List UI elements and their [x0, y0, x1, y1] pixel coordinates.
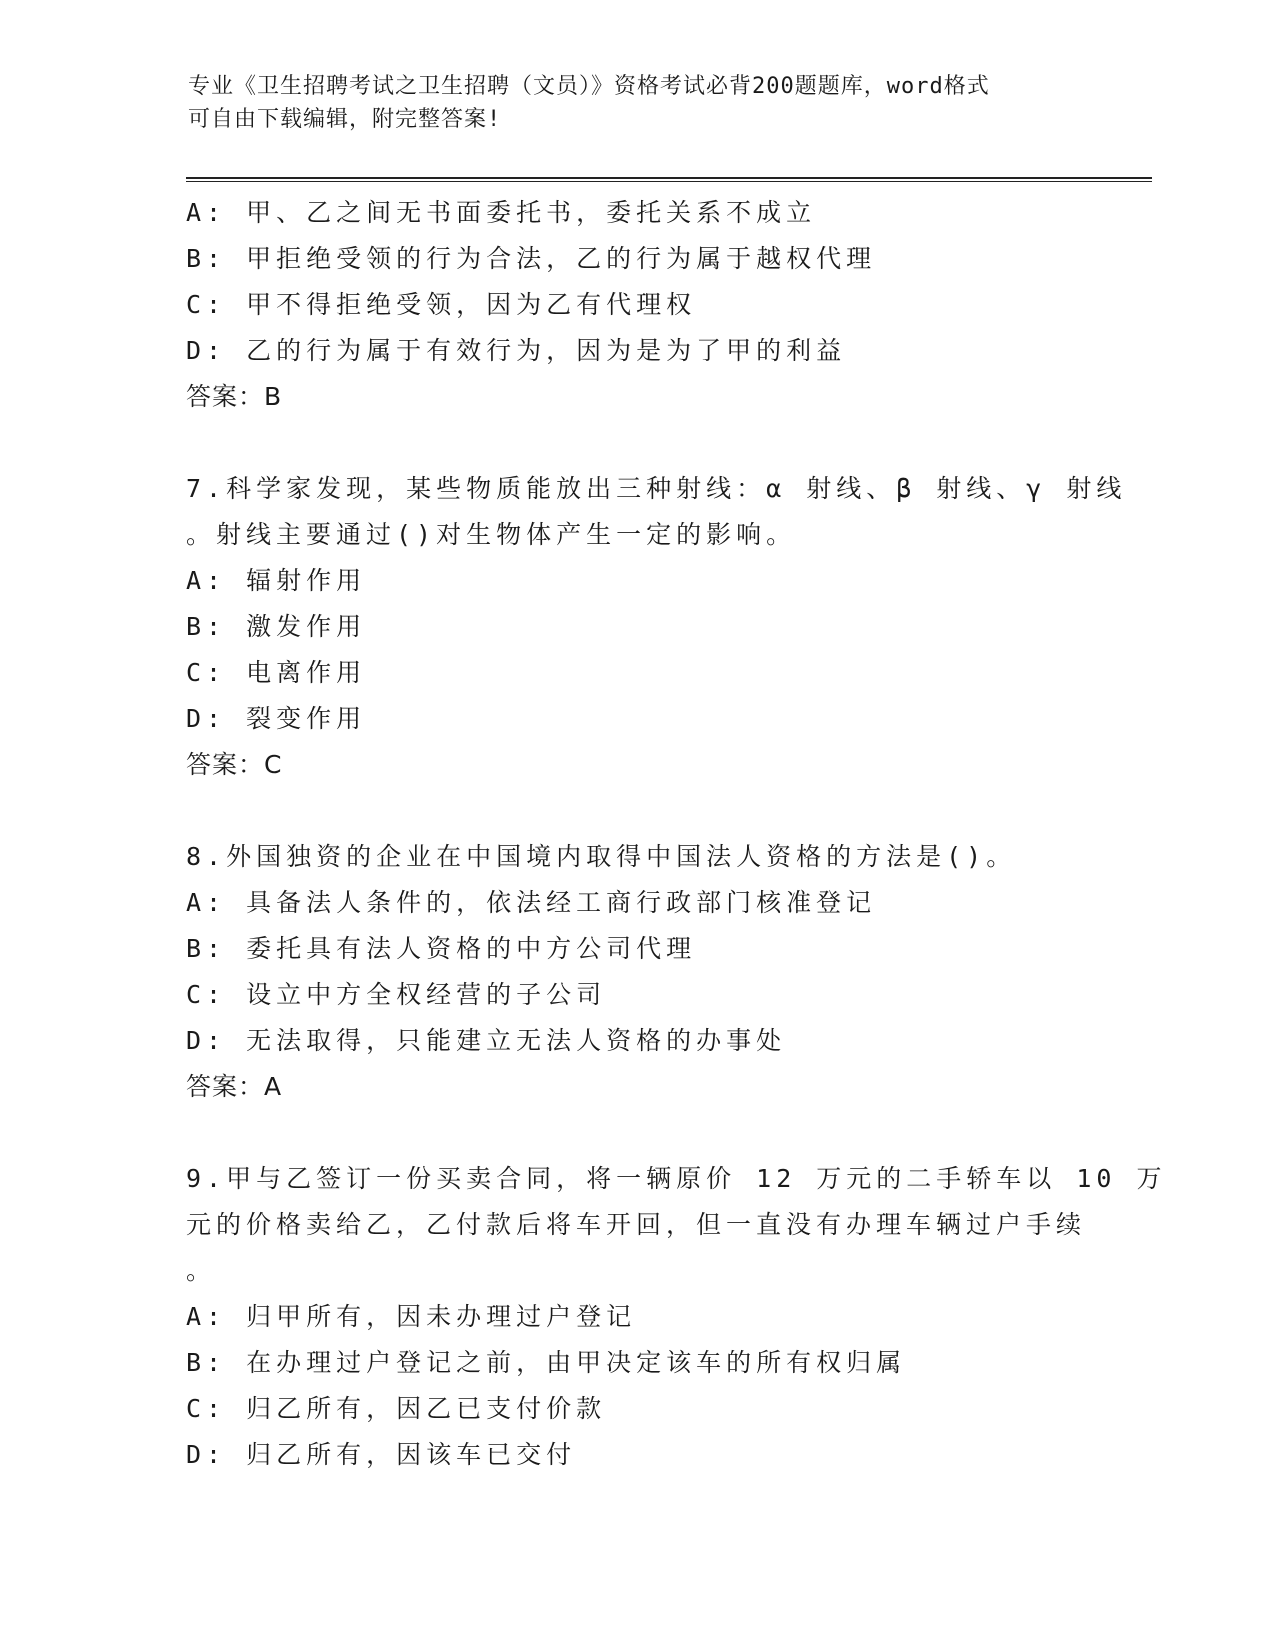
option-a: A: 具备法人条件的，依法经工商行政部门核准登记	[186, 888, 877, 917]
question-list	[186, 190, 1167, 1478]
header-divider	[186, 177, 1152, 182]
question-6-continued	[186, 190, 1086, 420]
option-d: D: 归乙所有，因该车已交付	[186, 1440, 577, 1469]
document-header	[188, 70, 1088, 136]
option-c: C: 归乙所有，因乙已支付价款	[186, 1394, 607, 1423]
option-a: A: 辐射作用	[186, 566, 367, 595]
answer-label: 答案：B	[186, 382, 283, 411]
question-8	[186, 834, 1086, 1110]
option-c: C: 设立中方全权经营的子公司	[186, 980, 607, 1009]
option-d: D: 乙的行为属于有效行为，因为是为了甲的利益	[186, 336, 847, 365]
question-stem-cont: 元的价格卖给乙，乙付款后将车开回，但一直没有办理车辆过户手续	[186, 1210, 1087, 1239]
question-stem: 8.外国独资的企业在中国境内取得中国法人资格的方法是()。	[186, 842, 1017, 871]
option-b: B: 在办理过户登记之前，由甲决定该车的所有权归属	[186, 1348, 907, 1377]
answer-label: 答案：A	[186, 1072, 283, 1101]
answer-label: 答案：C	[186, 750, 283, 779]
question-9	[186, 1156, 1167, 1478]
header-title-line-1: 专业《卫生招聘考试之卫生招聘（文员）》资格考试必背200题题库，word格式	[188, 74, 990, 99]
option-d: D: 裂变作用	[186, 704, 367, 733]
header-title-line-2: 可自由下载编辑，附完整答案!	[188, 107, 502, 132]
question-stem-end: 。	[186, 1256, 217, 1285]
option-c: C: 电离作用	[186, 658, 367, 687]
option-a: A: 归甲所有，因未办理过户登记	[186, 1302, 637, 1331]
option-d: D: 无法取得，只能建立无法人资格的办事处	[186, 1026, 787, 1055]
question-stem-cont: 。射线主要通过()对生物体产生一定的影响。	[186, 520, 797, 549]
option-b: B: 甲拒绝受领的行为合法，乙的行为属于越权代理	[186, 244, 877, 273]
question-stem: 7.科学家发现，某些物质能放出三种射线：α 射线、β 射线、γ 射线	[186, 474, 1127, 503]
option-b: B: 委托具有法人资格的中方公司代理	[186, 934, 697, 963]
option-c: C: 甲不得拒绝受领，因为乙有代理权	[186, 290, 697, 319]
option-b: B: 激发作用	[186, 612, 367, 641]
option-a: A: 甲、乙之间无书面委托书，委托关系不成立	[186, 198, 817, 227]
question-stem: 9.甲与乙签订一份买卖合同，将一辆原价 12 万元的二手轿车以 10 万	[186, 1164, 1167, 1193]
question-7	[186, 466, 1127, 788]
